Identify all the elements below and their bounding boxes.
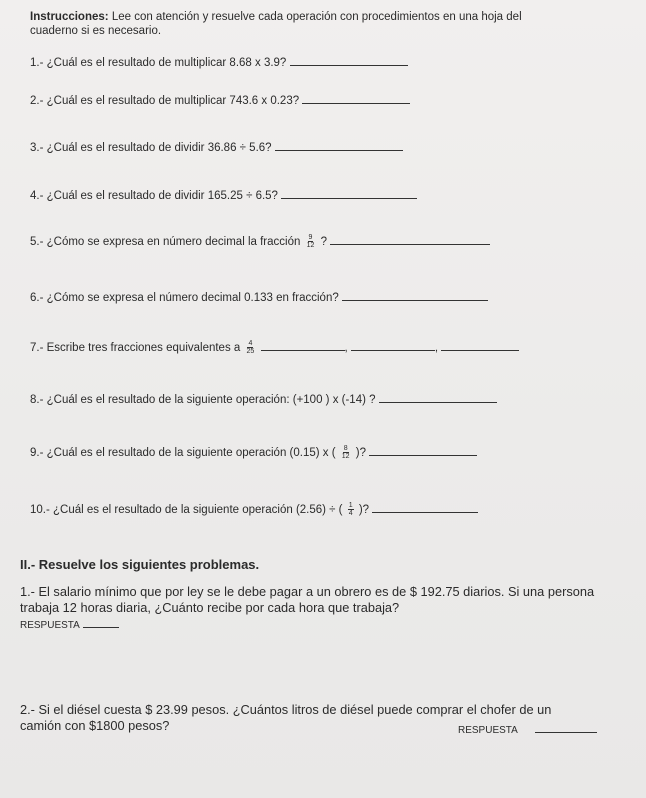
separator-comma: ,	[344, 342, 348, 354]
answer-blank-7b[interactable]	[351, 340, 435, 351]
question-5-suffix: ?	[320, 236, 327, 248]
question-1	[30, 55, 408, 70]
question-2	[30, 93, 410, 108]
question-5	[30, 234, 490, 249]
answer-label: RESPUESTA	[458, 725, 518, 736]
fraction-1-4	[348, 502, 354, 517]
problem-1-answer	[20, 617, 119, 633]
question-9	[30, 445, 477, 460]
question-2-text: 2.- ¿Cuál es el resultado de multiplicar 743.6 x 0.23?	[30, 95, 300, 107]
fraction-8-12	[341, 445, 351, 460]
problem-2-line-1: 2.- Si el diésel cuesta $ 23.99 pesos. ¿Cuántos litros de diésel puede comprar el chofer de un	[20, 702, 552, 717]
problem-1-line-1: 1.- El salario mínimo que por ley se le debe pagar a un obrero es de $ 192.75 diarios. Si una persona	[20, 584, 595, 599]
fraction-denominator: 4	[348, 510, 353, 518]
question-1-text: 1.- ¿Cuál es el resultado de multiplicar 8.68 x 3.9?	[30, 57, 287, 69]
question-6	[30, 290, 488, 305]
fraction-denominator: 12	[306, 242, 315, 250]
question-9-suffix: )?	[355, 447, 366, 459]
instructions-line-1	[30, 10, 522, 24]
problem-2-line-2: camión con $1800 pesos?	[20, 718, 170, 733]
question-7-text: 7.- Escribe tres fracciones equivalentes a	[30, 342, 241, 354]
question-8-text: 8.- ¿Cuál es el resultado de la siguiente operación: (+100 ) x (-14) ?	[30, 394, 376, 406]
problem-2-answer	[458, 722, 597, 738]
answer-blank-7c[interactable]	[441, 340, 519, 351]
fraction-9-12	[306, 234, 316, 249]
answer-blank-8[interactable]	[379, 392, 497, 403]
answer-blank-1[interactable]	[290, 55, 408, 66]
answer-blank-problem-2[interactable]	[535, 722, 597, 733]
answer-blank-4[interactable]	[281, 188, 417, 199]
answer-label: RESPUESTA	[20, 620, 80, 631]
separator-comma: ,	[434, 342, 439, 354]
fraction-numerator: 4	[248, 340, 253, 348]
instructions-text: Lee con atención y resuelve cada operación con procedimientos en una hoja del	[111, 11, 522, 23]
answer-blank-3[interactable]	[275, 140, 403, 151]
fraction-numerator: 9	[308, 234, 313, 242]
question-8	[30, 392, 497, 407]
question-10	[30, 502, 478, 517]
question-4-text: 4.- ¿Cuál es el resultado de dividir 165.25 ÷ 6.5?	[30, 190, 278, 202]
question-7	[30, 340, 519, 355]
question-6-text: 6.- ¿Cómo se expresa el número decimal 0.133 en fracción?	[30, 292, 339, 304]
answer-blank-7a[interactable]	[261, 340, 345, 351]
fraction-denominator: 12	[341, 453, 350, 461]
question-10-suffix: )?	[358, 504, 370, 516]
fraction-numerator: 8	[343, 445, 348, 453]
question-5-text: 5.- ¿Cómo se expresa en número decimal la fracción	[30, 236, 301, 248]
fraction-denominator: 25	[246, 348, 255, 356]
problem-1-line-2: trabaja 12 horas diaria, ¿Cuánto recibe por cada hora que trabaja?	[20, 600, 400, 615]
instructions-line-2: cuaderno si es necesario.	[30, 25, 162, 37]
answer-blank-6[interactable]	[342, 290, 488, 301]
question-3-text: 3.- ¿Cuál es el resultado de dividir 36.86 ÷ 5.6?	[30, 142, 272, 154]
answer-blank-9[interactable]	[369, 445, 477, 456]
section-2-title: II.- Resuelve los siguientes problemas.	[20, 557, 260, 572]
question-3	[30, 140, 403, 155]
fraction-4-25	[246, 340, 256, 355]
answer-blank-2[interactable]	[302, 93, 410, 104]
answer-blank-problem-1[interactable]	[83, 617, 119, 628]
question-10-text: 10.- ¿Cuál es el resultado de la siguiente operación (2.56) ÷ (	[30, 504, 343, 516]
answer-blank-10[interactable]	[372, 502, 478, 513]
question-9-text: 9.- ¿Cuál es el resultado de la siguiente operación (0.15) x (	[30, 447, 336, 459]
fraction-numerator: 1	[348, 502, 353, 510]
instructions-label: Instrucciones:	[30, 11, 109, 23]
answer-blank-5[interactable]	[330, 234, 490, 245]
question-4	[30, 188, 417, 203]
